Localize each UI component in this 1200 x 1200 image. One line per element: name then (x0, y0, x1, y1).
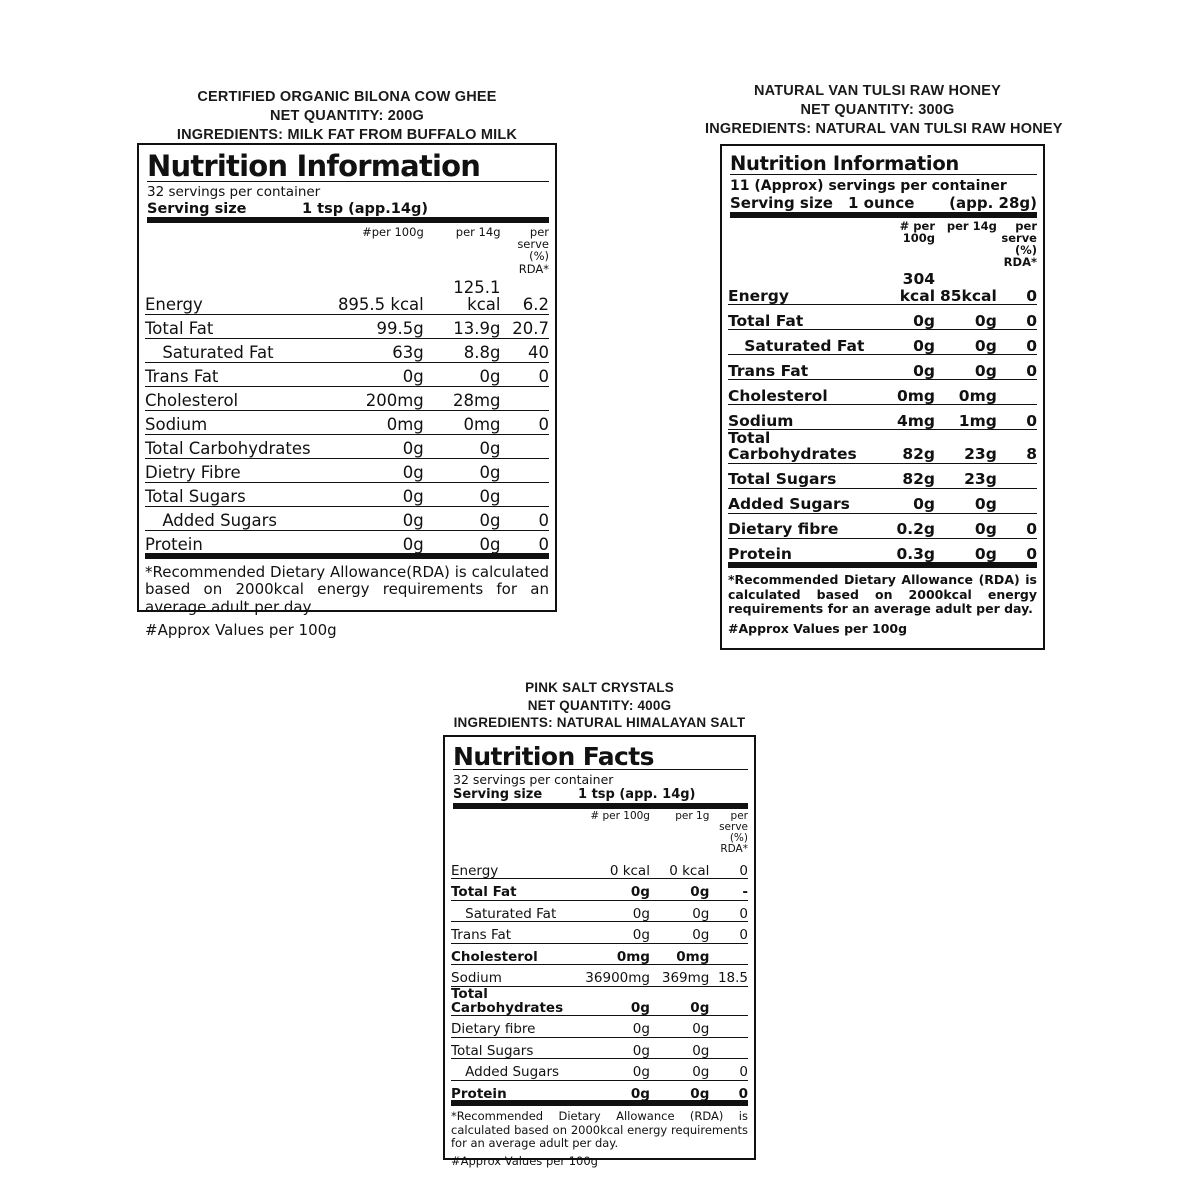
nutrient-value-perserve: 23g (935, 430, 997, 464)
nutrient-table-body-salt (451, 811, 748, 1102)
nutrient-value-per100g: 0g (582, 1059, 650, 1081)
nutrient-value-perserve: 28mg (424, 386, 501, 410)
column-header-row-ghee (145, 226, 549, 278)
nutrient-row (451, 922, 748, 944)
nutrient-name: Protein (145, 530, 335, 554)
column-header-row-salt (451, 811, 748, 858)
nutrient-row (451, 986, 748, 1016)
nutrient-row (728, 355, 1037, 380)
nutrient-name: Total Sugars (451, 1037, 582, 1059)
serving-size-label-salt: Serving size (453, 787, 543, 802)
nutrient-value-per100g: 0g (582, 879, 650, 901)
nutrient-row (451, 1080, 748, 1101)
nutrient-value-rda: 0 (997, 330, 1037, 355)
servings-per-container-honey: 11 (Approx) servings per container (730, 177, 1007, 194)
nutrition-title-ghee: Nutrition Information (147, 152, 549, 182)
nutrient-name: Total Carbohydrates (451, 986, 582, 1016)
product-name-ghee: CERTIFIED ORGANIC BILONA COW GHEE (197, 89, 497, 105)
nutrient-value-rda (709, 986, 748, 1016)
nutrient-value-per100g: 0g (582, 1016, 650, 1038)
nutrient-value-rda: 18.5 (709, 965, 748, 987)
nutrient-value-per100g: 0.3g (870, 538, 935, 563)
nutrient-row (451, 943, 748, 965)
nutrient-value-perserve: 0g (424, 458, 501, 482)
nutrient-value-per100g: 0g (582, 1037, 650, 1059)
nutrient-row (451, 900, 748, 922)
col-head-per100g-honey: # per 100g (899, 218, 936, 246)
nutrient-name: Protein (728, 538, 870, 563)
nutrient-value-perserve: 0g (424, 482, 501, 506)
nutrient-value-perserve: 0g (424, 362, 501, 386)
nutrient-row (728, 271, 1037, 304)
nutrient-name: Cholesterol (451, 943, 582, 965)
nutrient-value-perserve: 0g (935, 488, 997, 513)
nutrient-value-perserve: 125.1 kcal (453, 277, 501, 315)
nutrient-value-per100g: 0mg (335, 410, 424, 434)
net-quantity-honey: NET QUANTITY: 300G (800, 101, 955, 118)
nutrient-value-rda (501, 386, 550, 410)
nutrient-row (728, 513, 1037, 538)
nutrient-table-honey (728, 220, 1037, 563)
serving-size-value-honey: 1 ounce (848, 194, 915, 213)
nutrient-value-rda (501, 434, 550, 458)
nutrient-name: Added Sugars (451, 1059, 582, 1081)
net-quantity-ghee: NET QUANTITY: 200G (270, 107, 424, 124)
rda-footnote-salt: *Recommended Dietary Allowance (RDA) is calculated based on 2000kcal energy requirements for an average adult per day. (451, 1109, 748, 1151)
nutrient-table-salt (451, 811, 748, 1102)
nutrient-row (451, 965, 748, 987)
nutrient-name: Dietary fibre (728, 513, 870, 538)
nutrient-row (145, 506, 549, 530)
nutrient-value-per100g: 0g (335, 506, 424, 530)
nutrient-value-per100g: 82g (870, 463, 935, 488)
nutrient-row (728, 538, 1037, 563)
nutrient-value-rda: 0 (709, 900, 748, 922)
col-head-name-honey (728, 220, 870, 271)
nutrient-value-rda (709, 1016, 748, 1038)
nutrient-value-per100g: 0g (582, 900, 650, 922)
nutrient-table-body-honey (728, 220, 1037, 563)
nutrient-row (145, 279, 549, 314)
approx-note-salt: #Approx Values per 100g (451, 1153, 598, 1168)
nutrient-name: Total Fat (728, 305, 870, 330)
product-name-salt: PINK SALT CRYSTALS (525, 680, 674, 695)
nutrient-value-per100g: 0g (582, 986, 650, 1016)
nutrient-value-per100g: 0g (870, 330, 935, 355)
nutrient-name: Energy (451, 862, 499, 879)
nutrient-value-per100g: 0g (582, 1080, 650, 1101)
nutrient-row (728, 405, 1037, 430)
ingredients-honey: INGREDIENTS: NATURAL VAN TULSI RAW HONEY (705, 120, 1063, 137)
nutrient-name: Trans Fat (728, 355, 870, 380)
nutrient-value-rda (501, 458, 550, 482)
nutrient-value-perserve: 369mg (650, 965, 709, 987)
nutrient-row (451, 858, 748, 879)
nutrient-value-perserve: 0g (935, 355, 997, 380)
nutrient-value-rda: 0 (997, 538, 1037, 563)
nutrient-value-perserve: 0 kcal (669, 862, 710, 879)
product-heading-honey (705, 82, 1063, 139)
nutrient-row (145, 386, 549, 410)
nutrient-value-perserve: 1mg (935, 405, 997, 430)
product-name-honey: NATURAL VAN TULSI RAW HONEY (753, 83, 1002, 99)
col-head-rda-salt (709, 811, 748, 858)
nutrient-row (728, 380, 1037, 405)
nutrient-value-rda: 6.2 (522, 295, 549, 315)
nutrient-value-perserve: 0g (935, 513, 997, 538)
nutrient-row (145, 410, 549, 434)
nutrient-name: Total Carbohydrates (728, 430, 870, 464)
nutrient-value-per100g: 63g (335, 338, 424, 362)
nutrient-value-rda: 0 (997, 513, 1037, 538)
nutrient-value-rda (997, 463, 1037, 488)
nutrient-row (451, 879, 748, 901)
nutrition-panel-honey (720, 144, 1045, 650)
nutrition-title-salt: Nutrition Facts (453, 744, 748, 770)
nutrient-value-perserve: 0g (935, 538, 997, 563)
nutrient-value-per100g: 200mg (335, 386, 424, 410)
col-head-perserve-ghee: per 14g (455, 225, 501, 240)
nutrient-table-body-ghee (145, 226, 549, 553)
nutrient-value-perserve: 0g (650, 900, 709, 922)
col-head-name-ghee (145, 226, 335, 278)
rda-footnote-honey: *Recommended Dietary Allowance (RDA) is calculated based on 2000kcal energy requirements for an average adult per day. (728, 571, 1037, 617)
nutrient-value-perserve: 0mg (650, 943, 709, 965)
nutrient-row (451, 1037, 748, 1059)
col-head-name-salt (451, 811, 582, 858)
nutrient-value-perserve: 0g (424, 506, 501, 530)
nutrient-row (145, 314, 549, 338)
nutrient-row (145, 338, 549, 362)
col-head-rda-line2-honey: (%) RDA* (1003, 243, 1037, 270)
nutrient-value-perserve: 0mg (935, 380, 997, 405)
nutrient-value-rda: 0 (997, 405, 1037, 430)
nutrient-value-per100g: 82g (870, 430, 935, 464)
nutrition-panel-ghee (137, 143, 557, 639)
nutrient-value-rda: 0 (739, 862, 748, 879)
nutrient-value-rda (709, 1037, 748, 1059)
serving-size-row-honey (730, 195, 1037, 218)
nutrient-row (728, 488, 1037, 513)
nutrient-row (728, 430, 1037, 464)
nutrient-value-rda: 0 (501, 530, 550, 554)
nutrient-value-perserve: 0g (935, 305, 997, 330)
ingredients-salt: INGREDIENTS: NATURAL HIMALAYAN SALT (453, 715, 746, 731)
nutrient-name: Protein (451, 1080, 582, 1101)
product-heading-ghee (137, 88, 557, 145)
col-head-rda-ghee (501, 226, 550, 278)
nutrient-value-per100g: 0g (870, 488, 935, 513)
nutrient-value-rda (997, 488, 1037, 513)
nutrient-name: Sodium (728, 405, 870, 430)
serving-size-value-salt: 1 tsp (app. 14g) (578, 787, 696, 802)
nutrient-name: Total Carbohydrates (145, 434, 335, 458)
col-head-rda-line1-honey: per serve (1001, 218, 1037, 246)
nutrient-value-perserve: 0g (650, 1059, 709, 1081)
net-quantity-salt: NET QUANTITY: 400G (527, 697, 672, 713)
nutrient-name: Saturated Fat (145, 338, 335, 362)
col-head-rda-line1-ghee: per serve (517, 225, 549, 252)
nutrient-name: Energy (728, 286, 789, 305)
nutrient-name: Energy (145, 295, 203, 315)
serving-size-value2-honey: (app. 28g) (949, 194, 1037, 213)
nutrient-value-perserve: 0g (650, 1016, 709, 1038)
nutrient-value-per100g: 0g (870, 305, 935, 330)
col-head-per100g-salt: # per 100g (590, 809, 650, 822)
nutrient-value-per100g: 0g (335, 362, 424, 386)
nutrient-value-perserve: 85kcal (939, 286, 997, 305)
nutrient-value-rda (709, 943, 748, 965)
servings-per-container-ghee: 32 servings per container (147, 184, 321, 200)
nutrient-value-rda: 0 (501, 506, 550, 530)
nutrient-name: Trans Fat (145, 362, 335, 386)
nutrient-value-rda: - (709, 879, 748, 901)
nutrient-name: Saturated Fat (728, 330, 870, 355)
nutrient-value-perserve: 0mg (424, 410, 501, 434)
nutrient-value-per100g: 0g (335, 482, 424, 506)
nutrient-name: Total Sugars (728, 463, 870, 488)
nutrient-value-perserve: 0g (650, 986, 709, 1016)
serving-size-value-ghee: 1 tsp (app.14g) (302, 201, 428, 218)
nutrient-value-per100g: 36900mg (582, 965, 650, 987)
nutrient-value-per100g: 0g (335, 458, 424, 482)
nutrient-name: Dietary fibre (451, 1016, 582, 1038)
nutrient-value-rda: 40 (501, 338, 550, 362)
col-head-rda-honey (997, 220, 1037, 271)
nutrient-name: Total Sugars (145, 482, 335, 506)
nutrient-row (145, 482, 549, 506)
nutrient-value-rda: 0 (1026, 286, 1037, 305)
nutrient-row (145, 458, 549, 482)
nutrient-value-perserve: 13.9g (424, 314, 501, 338)
nutrient-value-perserve: 8.8g (424, 338, 501, 362)
nutrient-value-per100g: 99.5g (335, 314, 424, 338)
nutrient-name: Cholesterol (728, 380, 870, 405)
serving-size-row-ghee (147, 201, 549, 223)
nutrient-name: Cholesterol (145, 386, 335, 410)
nutrient-value-perserve: 0g (650, 1080, 709, 1101)
nutrient-value-per100g: 0g (582, 922, 650, 944)
nutrient-value-rda: 0 (501, 362, 550, 386)
col-head-per100g-ghee: #per 100g (362, 225, 424, 240)
product-heading-salt (443, 679, 756, 732)
serving-size-row-salt (453, 788, 748, 809)
nutrient-value-rda (997, 380, 1037, 405)
nutrient-name: Total Fat (145, 314, 335, 338)
ingredients-ghee: INGREDIENTS: MILK FAT FROM BUFFALO MILK (176, 126, 518, 143)
nutrient-value-per100g: 304 kcal (899, 270, 936, 305)
nutrient-value-rda: 0 (997, 355, 1037, 380)
nutrient-row (728, 463, 1037, 488)
col-head-rda-line2-ghee: (%) RDA* (518, 249, 549, 276)
nutrient-row (728, 330, 1037, 355)
nutrient-value-per100g: 0g (870, 355, 935, 380)
nutrient-name: Trans Fat (451, 922, 582, 944)
nutrient-row (451, 1016, 748, 1038)
nutrient-value-rda: 8 (997, 430, 1037, 464)
nutrient-value-per100g: 895.5 kcal (337, 295, 424, 315)
nutrient-value-rda (501, 482, 550, 506)
nutrient-value-rda: 20.7 (501, 314, 550, 338)
approx-note-honey: #Approx Values per 100g (728, 621, 908, 637)
nutrient-value-rda: 0 (709, 1080, 748, 1101)
nutrient-row (145, 530, 549, 554)
nutrient-value-per100g: 0g (335, 434, 424, 458)
nutrient-row (451, 1059, 748, 1081)
nutrient-value-perserve: 0g (424, 434, 501, 458)
col-head-perserve-honey: per 14g (946, 218, 997, 233)
approx-note-ghee: #Approx Values per 100g (145, 620, 337, 639)
nutrient-value-perserve: 23g (935, 463, 997, 488)
nutrient-value-rda: 0 (709, 922, 748, 944)
nutrient-value-rda: 0 (709, 1059, 748, 1081)
nutrition-panel-salt (443, 735, 756, 1168)
nutrient-table-ghee (145, 226, 549, 553)
rda-footnote-ghee: *Recommended Dietary Allowance(RDA) is calculated based on 2000kcal energy requirements for an average adult per day. (145, 562, 549, 616)
nutrient-value-perserve: 0g (650, 1037, 709, 1059)
nutrient-value-rda: 0 (997, 305, 1037, 330)
col-head-rda-line1-salt: per serve (719, 809, 748, 833)
nutrient-name: Added Sugars (145, 506, 335, 530)
nutrient-value-per100g: 0g (335, 530, 424, 554)
serving-size-label-honey: Serving size (730, 194, 833, 213)
nutrient-name: Saturated Fat (451, 900, 582, 922)
nutrient-name: Sodium (451, 965, 582, 987)
servings-per-container-salt: 32 servings per container (453, 772, 614, 787)
column-header-row-honey (728, 220, 1037, 271)
nutrient-name: Sodium (145, 410, 335, 434)
nutrient-value-per100g: 0.2g (870, 513, 935, 538)
nutrient-value-per100g: 0 kcal (609, 862, 650, 879)
nutrient-value-per100g: 0mg (582, 943, 650, 965)
nutrition-title-honey: Nutrition Information (730, 154, 1037, 175)
nutrient-name: Added Sugars (728, 488, 870, 513)
nutrient-row (145, 362, 549, 386)
nutrient-value-rda: 0 (501, 410, 550, 434)
nutrient-value-perserve: 0g (650, 879, 709, 901)
nutrient-value-perserve: 0g (424, 530, 501, 554)
nutrient-row (145, 434, 549, 458)
nutrient-value-per100g: 4mg (870, 405, 935, 430)
col-head-rda-line2-salt: (%) RDA* (720, 831, 748, 855)
nutrient-value-perserve: 0g (935, 330, 997, 355)
col-head-perserve-salt: per 1g (675, 809, 710, 822)
nutrient-name: Dietry Fibre (145, 458, 335, 482)
nutrient-row (728, 305, 1037, 330)
nutrient-value-perserve: 0g (650, 922, 709, 944)
nutrient-name: Total Fat (451, 879, 582, 901)
nutrient-value-per100g: 0mg (870, 380, 935, 405)
serving-size-label-ghee: Serving size (147, 201, 247, 218)
